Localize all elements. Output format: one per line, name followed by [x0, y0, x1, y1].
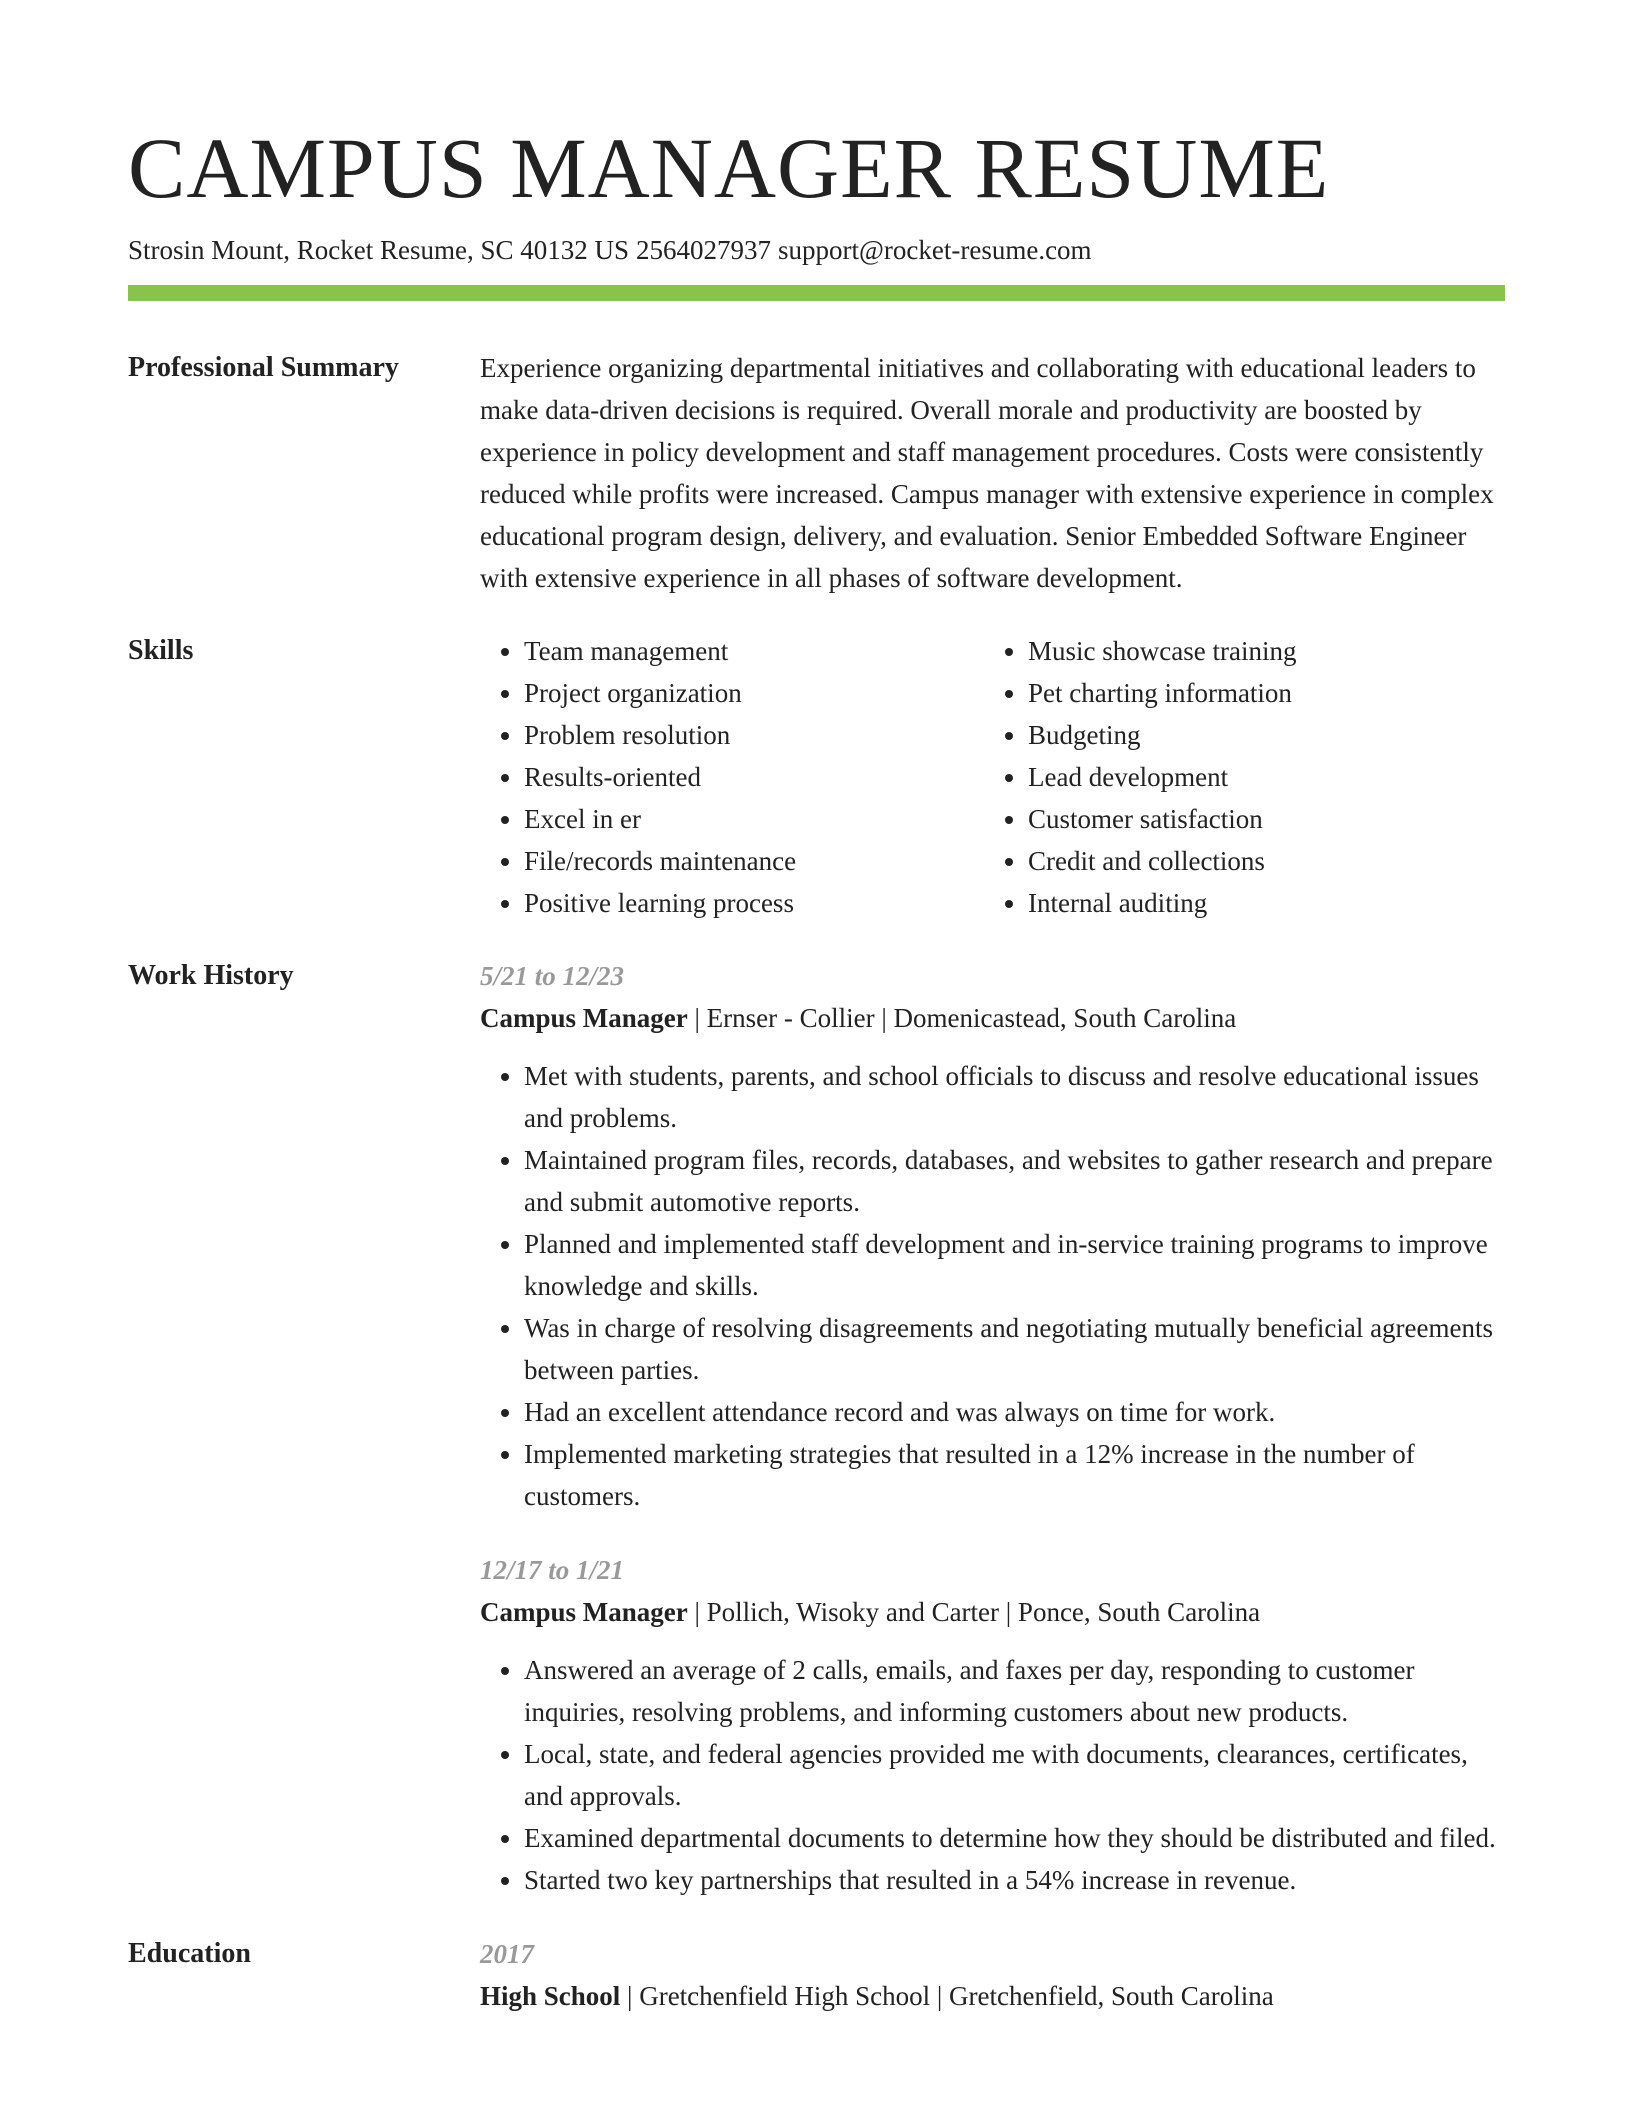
contact-phone: 2564027937 [636, 235, 772, 265]
job-bullets [480, 1055, 1505, 1517]
job-bullet: • Met with students, parents, and school officials to discuss and resolve educational issues and problems. [524, 1055, 1505, 1139]
job-entry [480, 1549, 1505, 1901]
skill-item: • Credit and collections [1028, 840, 1488, 882]
job-entry [480, 955, 1505, 1517]
job-bullet: • Was in charge of resolving disagreements and negotiating mutually beneficial agreements between parties. [524, 1307, 1505, 1391]
job-bullet: • Started two key partnerships that resulted in a 54% increase in revenue. [524, 1859, 1505, 1901]
job-bullet: • Planned and implemented staff development and in-service training programs to improve knowledge and skills. [524, 1223, 1505, 1307]
job-dates: 5/21 to 12/23 [480, 961, 625, 991]
summary-text: Experience organizing departmental initiatives and collaborating with educational leaders to make data-driven decisions is required. Overall morale and productivity are boosted by experience in policy development and staff management procedures. Costs were consistently reduced while profits were increased. Campus manager with extensive experience in complex educational program design, delivery, and evaluation. Senior Embedded Software Engineer with extensive experience in all phases of software development. [480, 353, 1494, 593]
contact-address: Strosin Mount, Rocket Resume, SC 40132 US [128, 235, 630, 265]
job-bullet: • Examined departmental documents to determine how they should be distributed and filed. [524, 1817, 1505, 1859]
education-line [480, 1975, 1505, 2017]
skill-item: • Team management [524, 630, 984, 672]
job-details: | Ernser - Collier | Domenicastead, South Carolina [687, 1003, 1237, 1033]
job-bullet: • Maintained program files, records, databases, and websites to gather research and prepare and submit automotive reports. [524, 1139, 1505, 1223]
skill-item: • Music showcase training [1028, 630, 1488, 672]
job-role-line [480, 1591, 1505, 1633]
skill-item: • Results-oriented [524, 756, 984, 798]
education-section [128, 1933, 1505, 2017]
job-bullets [480, 1649, 1505, 1901]
job-dates: 12/17 to 1/21 [480, 1555, 625, 1585]
skill-item: • Project organization [524, 672, 984, 714]
skills-section [128, 630, 1505, 924]
skill-item: • Positive learning process [524, 882, 984, 924]
summary-heading: Professional Summary [128, 352, 399, 383]
work-history-section [128, 955, 1505, 1901]
job-role-line [480, 997, 1505, 1039]
skill-item: • Excel in er [524, 798, 984, 840]
job-details: | Pollich, Wisoky and Carter | Ponce, South Carolina [687, 1597, 1261, 1627]
job-bullet: • Implemented marketing strategies that resulted in a 12% increase in the number of customers. [524, 1433, 1505, 1517]
skill-item: • Lead development [1028, 756, 1488, 798]
job-title: Campus Manager [480, 1597, 688, 1627]
accent-divider [128, 285, 1505, 301]
contact-line [128, 230, 1092, 270]
skill-item: • Pet charting information [1028, 672, 1488, 714]
skill-item: • File/records maintenance [524, 840, 984, 882]
job-title: Campus Manager [480, 1003, 688, 1033]
skill-item: • Internal auditing [1028, 882, 1488, 924]
education-details: | Gretchenfield High School | Gretchenfield, South Carolina [620, 1981, 1274, 2011]
summary-section [128, 347, 1505, 599]
skill-item: • Problem resolution [524, 714, 984, 756]
skill-item: • Customer satisfaction [1028, 798, 1488, 840]
job-bullet: • Answered an average of 2 calls, emails, and faxes per day, responding to customer inquiries, resolving problems, and informing customers about new products. [524, 1649, 1505, 1733]
job-bullet: • Local, state, and federal agencies provided me with documents, clearances, certificates, and approvals. [524, 1733, 1505, 1817]
education-heading: Education [128, 1938, 251, 1969]
work-history-heading: Work History [128, 960, 294, 991]
education-year: 2017 [480, 1939, 534, 1969]
skills-heading: Skills [128, 635, 194, 666]
skills-list-right [984, 630, 1488, 924]
resume-title: CAMPUS MANAGER RESUME [128, 120, 1330, 216]
contact-email: support@rocket-resume.com [778, 235, 1092, 265]
resume-content [128, 347, 1505, 2017]
job-bullet: • Had an excellent attendance record and was always on time for work. [524, 1391, 1505, 1433]
skills-list-left [480, 630, 984, 924]
education-degree: High School [480, 1981, 621, 2011]
skill-item: • Budgeting [1028, 714, 1488, 756]
